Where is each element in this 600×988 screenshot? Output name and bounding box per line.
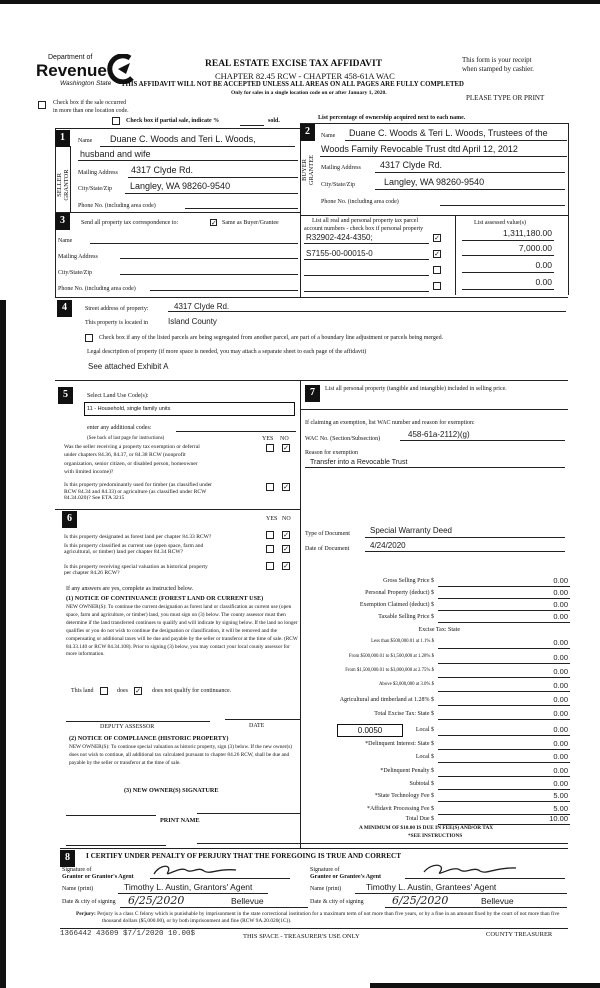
q-exemption-line: Was the seller receiving a property tax exemption or deferral: [64, 444, 200, 450]
buyer-mail[interactable]: 4317 Clyde Rd.: [380, 160, 443, 170]
q-exemption-line: under chapters 84.36, 84.37, or 84.38 RCW (nonprofit: [64, 452, 186, 459]
grantee-sig-label-2: Grantee or Grantee's Agent: [310, 874, 382, 880]
assessed-value[interactable]: 1,311,180.00: [503, 228, 552, 238]
q-exemption-line: organization, senior citizen, or disabled person, homeowner: [64, 460, 198, 467]
tax-row-label: Agricultural and timberland at 1.28% $: [339, 697, 434, 703]
grantor-signature[interactable]: [150, 862, 240, 878]
q-forest-no[interactable]: ✓: [283, 531, 289, 539]
grantee-signature[interactable]: [420, 862, 520, 878]
please-print: PLEASE TYPE OR PRINT: [466, 94, 545, 102]
scan-edge-bottom: [370, 983, 600, 988]
tax-row-label: Local $: [415, 727, 434, 733]
deputy-assessor-label: DEPUTY ASSESSOR: [100, 724, 155, 730]
tax-row-value[interactable]: 0.00: [553, 709, 568, 718]
legal-description-label: Legal description of property (if more space is needed, you may attach a separate sheet to each page of the affidavit): [87, 349, 367, 355]
tax-row-value[interactable]: 5.00: [553, 804, 568, 813]
q-timber: [64, 482, 264, 502]
assessed-value[interactable]: 7,000.00: [518, 243, 552, 253]
wac-number[interactable]: 458-61a-2112)(g): [408, 430, 470, 439]
tax-row-value[interactable]: 0.00: [553, 667, 568, 676]
tax-row-value[interactable]: 0.00: [553, 576, 568, 585]
tax-row-value[interactable]: 0.00: [553, 638, 568, 647]
tax-row-value[interactable]: 0.00: [553, 779, 568, 788]
tax-row-value[interactable]: 10.00: [549, 814, 568, 823]
grantor-date-label: Date & city of signing: [62, 899, 116, 905]
tax-row-value[interactable]: 5.00: [553, 791, 568, 800]
does-not-label: does not qualify for continuance.: [152, 688, 232, 694]
q-historic-yes[interactable]: [266, 562, 274, 570]
tax-row-label: Local $: [415, 754, 434, 760]
additional-codes-label: enter any additional codes:: [87, 425, 152, 431]
tax-row-label: *Delinquent Interest: State $: [365, 741, 434, 747]
section-8-number: 8: [60, 850, 75, 867]
correspondence-phone-label: Phone No. (including area code): [58, 286, 136, 292]
partial-sale-checkbox[interactable]: [112, 117, 120, 125]
local-rate-input[interactable]: 0.0050: [337, 724, 403, 737]
segregated-label: Check box if any of the listed parcels are being segregated from another parcel, are part of a boundary line adjustment or parcels being merged.: [99, 335, 444, 341]
parcel-number[interactable]: R32902-424-4350;: [306, 233, 373, 242]
located-label: This property is located in: [85, 320, 148, 326]
perjury-text: Perjury is a class C felony which is punishable by imprisonment in the state correctional institution for a maximum term of not more than five years, or by a fine in an amount fixed by the court of not more than five thousand dollars ($5,000.00), or by both imprisonment and fine (RCW 9A.20.020(1C)).: [97, 911, 560, 924]
q-current-use-yes[interactable]: [266, 545, 274, 553]
seller-phone-label: Phone No. (including area code): [78, 203, 156, 209]
tax-row-label: From $1,500,000.01 to $3,000,000 at 2.75% $: [345, 668, 434, 673]
notice-compliance-title: (2) NOTICE OF COMPLIANCE (HISTORIC PROPERTY): [69, 735, 229, 742]
seller-name[interactable]: Duane C. Woods and Teri L. Woods,: [110, 134, 256, 144]
buyer-city-label: City/State/Zip: [321, 182, 355, 188]
send-correspondence-label: Send all property tax correspondence to:: [81, 220, 179, 226]
no-header: NO: [280, 436, 289, 442]
yes-header: YES: [262, 436, 274, 442]
form-title: REAL ESTATE EXCISE TAX AFFIDAVIT: [205, 59, 383, 69]
seller-name-label: Name: [78, 138, 93, 144]
tax-row-label: Total Due $: [405, 816, 434, 822]
county[interactable]: Island County: [168, 317, 217, 326]
seller-grantor-label: SELLER GRANTOR: [56, 169, 70, 201]
q-exemption-no[interactable]: ✓: [283, 444, 289, 452]
street-address[interactable]: 4317 Clyde Rd.: [174, 302, 230, 311]
tax-row-label: Gross Selling Price $: [383, 578, 434, 584]
list-percentage-note: List percentage of ownership acquired next to each name.: [318, 115, 466, 121]
tax-row-label: *Affidavit Processing Fee $: [366, 806, 434, 812]
treasurer-use-label: THIS SPACE - TREASURER'S USE ONLY: [243, 933, 360, 940]
grantor-sig-label-2: Grantor or Grantor's Agent: [62, 874, 134, 880]
buyer-city[interactable]: Langley, WA 98260-9540: [384, 177, 485, 187]
same-as-buyer-label: Same as Buyer/Grantee: [222, 220, 279, 226]
section-2-number: 2: [300, 124, 315, 141]
dept-label: Department of: [48, 54, 93, 61]
q-current-use-line: agricultural, or timber) land per chapter 84.34 RCW?: [64, 549, 184, 555]
buyer-mail-label: Mailing Address: [321, 165, 361, 171]
legal-description[interactable]: See attached Exhibit A: [88, 362, 169, 371]
buyer-name[interactable]: Duane C. Woods & Teri L. Woods, Trustees of the: [349, 128, 548, 138]
minimum-note: A MINIMUM OF $10.00 IS DUE IN FEE(S) AND/OR TAX: [359, 825, 494, 831]
yes-header-6: YES: [266, 516, 278, 522]
personal-property-checkbox[interactable]: ✓: [434, 234, 440, 242]
q-historic-no[interactable]: ✓: [283, 562, 289, 570]
tax-row-value[interactable]: 0.00: [553, 739, 568, 748]
q-forest-yes[interactable]: [266, 531, 274, 539]
same-as-buyer-checkbox[interactable]: ✓: [211, 219, 217, 227]
only-note: Only for sales in a single location code on or after January 1, 2020.: [231, 90, 387, 96]
doc-type[interactable]: Special Warranty Deed: [370, 526, 452, 535]
tax-row-label: Personal Property (deduct) $: [365, 590, 434, 596]
seller-city[interactable]: Langley, WA 98260-9540: [130, 181, 231, 191]
parcel-header: List all real and personal property tax parcel: [312, 218, 419, 224]
tax-row-value[interactable]: 0.00: [553, 695, 568, 704]
this-land-label: This land: [71, 688, 94, 694]
doc-date-label: Date of Document: [305, 546, 350, 552]
grantor-city[interactable]: Bellevue: [231, 896, 264, 906]
partial-sale-label: Check box if partial sale, indicate %: [126, 118, 220, 124]
see-back-note: (See back of last page for instructions): [87, 436, 165, 441]
tax-row-label: Subtotal $: [409, 781, 434, 787]
notice-continuance-title: (1) NOTICE OF CONTINUANCE (FOREST LAND OR CURRENT USE): [66, 595, 264, 602]
does-not-qualify-checkbox[interactable]: ✓: [135, 687, 141, 695]
land-use-select[interactable]: 11 - Household, single family units: [84, 402, 295, 416]
seller-city-label: City/State/Zip: [78, 186, 112, 192]
doc-date[interactable]: 4/24/2020: [370, 541, 406, 550]
section-7-number: 7: [305, 385, 320, 402]
scan-edge-top: [0, 0, 600, 4]
multi-location-checkbox[interactable]: [38, 101, 46, 109]
certify-statement: I CERTIFY UNDER PENALTY OF PERJURY THAT THE FOREGOING IS TRUE AND CORRECT: [86, 852, 401, 860]
tax-row-value[interactable]: 0.00: [553, 766, 568, 775]
grantor-date[interactable]: 6/25/2020: [128, 894, 185, 907]
street-label: Street address of property:: [85, 306, 149, 312]
grantee-name[interactable]: Timothy L. Austin, Grantees' Agent: [366, 882, 497, 892]
q-timber-no[interactable]: ✓: [283, 483, 289, 491]
correspondence-name-label: Name: [58, 238, 73, 244]
segregated-checkbox[interactable]: [85, 334, 93, 342]
q-timber-yes[interactable]: [266, 483, 274, 491]
section-1-number: 1: [55, 130, 70, 147]
q-historic-line: per chapter 84.26 RCW?: [64, 570, 120, 576]
tax-row-label: Excise Tax: State: [418, 627, 460, 633]
grantee-sig-label: Signature of: [310, 867, 340, 873]
tax-row-label: From $500,000.01 to $1,500,000 at 1.28% $: [348, 654, 434, 659]
personal-property-label: List all personal property (tangible and intangible) included in selling price.: [325, 386, 507, 392]
q-current-use-line: Is this property classified as current use (open space, farm and: [64, 543, 204, 549]
tax-row-value[interactable]: 0.00: [553, 588, 568, 597]
buyer-name-label: Name: [321, 133, 336, 139]
section-6-number: 6: [62, 511, 77, 528]
q-exemption: [64, 443, 264, 477]
q-exemption-yes[interactable]: [266, 444, 274, 452]
correspondence-mail-label: Mailing Address: [58, 254, 98, 260]
seller-mail[interactable]: 4317 Clyde Rd.: [131, 165, 194, 175]
grantee-name-label: Name (print): [310, 886, 342, 892]
tax-row-label: Total Excise Tax: State $: [374, 711, 434, 717]
tax-row-value[interactable]: 0.00: [553, 752, 568, 761]
grantor-name-label: Name (print): [62, 886, 94, 892]
q-forest: Is this property designated as forest land per chapter 84.33 RCW?: [64, 534, 212, 540]
section-5-number: 5: [58, 387, 73, 404]
section-4-number: 4: [57, 300, 72, 317]
tax-row-label: Less than $500,000.01 at 1.1% $: [371, 639, 434, 644]
personal-property-checkbox[interactable]: [433, 266, 441, 274]
does-label: does: [117, 688, 128, 694]
multi-location-label: Check box if the sale occurred: [53, 100, 127, 106]
assessed-value[interactable]: 0.00: [535, 260, 552, 270]
personal-property-checkbox[interactable]: ✓: [434, 250, 440, 258]
q-timber-line: Is this property predominantly used for timber (as classified under: [64, 482, 213, 488]
q-current-use-no[interactable]: ✓: [283, 545, 289, 553]
receipt-note: This form is your receipt: [462, 56, 532, 64]
perjury-note: [76, 911, 571, 925]
new-owner-signature-label: (3) NEW OWNER(S) SIGNATURE: [124, 787, 219, 794]
personal-property-checkbox[interactable]: [433, 282, 441, 290]
wac-label: WAC No. (Section/Subsection): [305, 436, 381, 442]
sold-label: sold.: [268, 118, 280, 124]
tax-row-value[interactable]: 0.00: [553, 600, 568, 609]
see-instructions: *SEE INSTRUCTIONS: [408, 833, 463, 839]
exemption-label: If claiming an exemption, list WAC number and reason for exemption:: [305, 420, 475, 426]
assessed-value[interactable]: 0.00: [535, 277, 552, 287]
tax-row-value[interactable]: 0.00: [553, 681, 568, 690]
revenue-logo-icon: [106, 54, 138, 84]
multi-location-label-2: in more than one location code.: [53, 108, 129, 114]
reason-label: Reason for exemption: [305, 450, 358, 456]
scan-edge-left: [0, 300, 6, 988]
tax-row-label: *Delinquent Penalty $: [380, 768, 434, 774]
tax-row-label: Taxable Selling Price $: [378, 614, 434, 620]
seller-mail-label: Mailing Address: [78, 170, 118, 176]
county-treasurer-label: COUNTY TREASURER: [486, 931, 553, 938]
perjury-label: Perjury:: [76, 911, 96, 917]
q-timber-line: 84.34.020)? See ETA 3215: [64, 495, 125, 501]
notice-compliance-text: NEW OWNER(S): To continue special valuation as historic property, sign (3) below. If the new owner(s) does not wish to continue, all additional tax calculated pursuant to chapter 84.26 RCW, shall be due and payable by the seller or transferor at the time of sale.: [69, 744, 293, 766]
buyer-grantee-label: BUYER GRANTEE: [301, 154, 315, 186]
doc-type-label: Type of Document: [305, 531, 350, 537]
chapter: CHAPTER 82.45 RCW - CHAPTER 458-61A WAC: [215, 71, 395, 81]
tax-row-label: Exemption Claimed (deduct) $: [359, 602, 434, 608]
notice-continuance-text: NEW OWNER(S): To continue the current designation as forest land or classification as current use (open space, farm and agriculture, or timber) land, you must sign on (3) below. The county assessor must then determine if the land transferred continues to qualify and will indicate by signing below. If the land no longer qualifies or you do not wish to continue the designation or classification, it will be removed and the compensating or additional taxes will be due and payable by the seller or transferor at the time of sale. (RCW 84.33.140 or RCW 84.34.108). Prior to signing (3) below, you may contact your local county assessor for more information.: [66, 604, 298, 658]
if-yes-note: If any answers are yes, complete as instructed below.: [66, 586, 194, 592]
grantee-city[interactable]: Bellevue: [481, 896, 514, 906]
tax-row-value[interactable]: 0.00: [553, 653, 568, 662]
grantee-date-label: Date & city of signing: [310, 899, 364, 905]
deputy-date-label: DATE: [249, 723, 265, 729]
parcel-header-2: account numbers - check box if personal property: [304, 226, 424, 232]
tax-row-label: Above $3,000,000 at 3.0% $: [378, 682, 434, 687]
q-historic: [64, 564, 208, 576]
buyer-phone-label: Phone No. (including area code): [321, 199, 399, 205]
grantor-sig-label: Signature of: [62, 867, 92, 873]
revenue-label: Revenue: [36, 61, 107, 80]
grantee-date[interactable]: 6/25/2020: [392, 894, 449, 907]
section-3-number: 3: [55, 213, 70, 230]
tax-row-label: *State Technology Fee $: [374, 793, 434, 799]
tax-row-value[interactable]: 0.00: [553, 612, 568, 621]
print-name-label: PRINT NAME: [160, 817, 200, 824]
assessed-header: List assessed value(s): [474, 220, 526, 226]
no-header-6: NO: [282, 516, 291, 522]
tax-row-value[interactable]: 0.00: [553, 725, 568, 734]
state-label: Washington State: [60, 80, 112, 87]
q-current-use: [64, 543, 203, 555]
does-qualify-checkbox[interactable]: [100, 687, 108, 695]
correspondence-city-label: City/State/Zip: [58, 270, 92, 276]
seller-name-2[interactable]: husband and wife: [80, 149, 151, 159]
buyer-name-2[interactable]: Woods Family Revocable Trust dtd April 12, 2012: [321, 144, 518, 154]
warning: THIS AFFIDAVIT WILL NOT BE ACCEPTED UNLESS ALL AREAS ON ALL PAGES ARE FULLY COMPLETED: [121, 81, 464, 88]
reason-value[interactable]: Transfer into a Revocable Trust: [310, 459, 408, 466]
receipt-note-2: when stamped by cashier.: [462, 65, 534, 73]
treasurer-stamp: 1366442 43609 $7/1/2020 10.00$: [60, 930, 196, 938]
q-exemption-line: with limited income)?: [64, 469, 114, 476]
parcel-number[interactable]: S7155-00-00015-0: [306, 249, 373, 258]
q-timber-line: RCW 84.34 and 84.33) or agriculture (as classified under RCW: [64, 488, 207, 495]
q-historic-line: Is this property receiving special valuation as historical property: [64, 564, 208, 570]
land-use-label: Select Land Use Code(s):: [87, 393, 149, 399]
grantor-name[interactable]: Timothy L. Austin, Grantors' Agent: [124, 882, 253, 892]
